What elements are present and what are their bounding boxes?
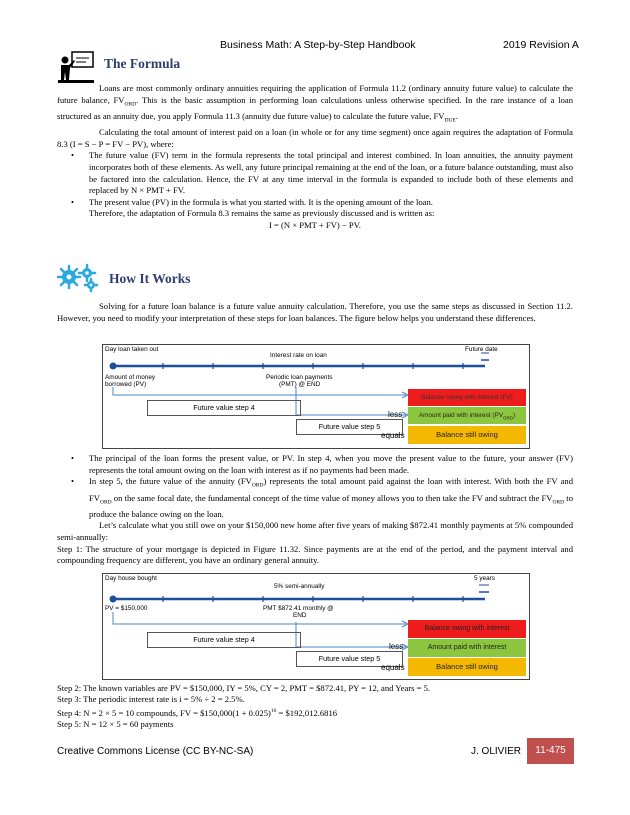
interest-rate-label: Interest rate on loan bbox=[270, 352, 327, 359]
step-4: Step 4: N = 2 × 5 = 10 compounds, FV = $150,000(1 + 0.025)$^{10}$ = $192,012.6816 bbox=[57, 707, 338, 718]
paragraph: Loans are most commonly ordinary annuities requiring the application of Formula 11.2 (ordinary annuity future value) to calculate the future balance, $FV_{ORD}$. This is the basic assumption in performing loan calculations unless otherwise specified. In the rare instance of a loan structured as an annuity due, you apply Formula 11.3 (annuity due future value) to calculate the future value, $FV_{DUE}$. bbox=[57, 83, 573, 124]
pmt-label: PMT $872.41 monthly @ bbox=[263, 605, 334, 612]
paragraph: Solving for a future loan balance is a future value annuity calculation. Therefore, you use the same steps as discussed in Section 11.2. However, you need to modify your interpretation of these steps for loan balances. The figure below helps you understand these differences. bbox=[57, 301, 573, 323]
timeline-end-label: 5 years bbox=[474, 575, 495, 582]
balance-owing-box: Balance owing with interest bbox=[408, 620, 526, 638]
bullet-item: • The principal of the loan forms the present value, or PV. In step 4, when you move the present value to the future, your answer (FV) represents the total amount owing on the loan with interest as if no payments had been made. bbox=[57, 453, 573, 476]
step4-label: Future value step 4 bbox=[147, 400, 301, 416]
amount-paid-box: Amount paid with interest bbox=[408, 639, 526, 657]
balance-still-owing-box: Balance still owing bbox=[408, 426, 526, 444]
section-heading-how-it-works: How It Works bbox=[109, 271, 191, 286]
loan-timeline-figure bbox=[102, 344, 530, 449]
paragraph: Calculating the total amount of interest paid on a loan (in whole or for any time segment) once again requires the adaptation of Formula 8.3 (I = S − P = FV − PV), where: bbox=[57, 127, 573, 149]
pmt-label: END bbox=[293, 612, 307, 619]
bullet-item: • The present value (PV) in the formula is what you started with. It is the opening amount of the loan. bbox=[57, 197, 573, 209]
pv-label: Amount of money bbox=[105, 374, 156, 381]
paragraph: Therefore, the adaptation of Formula 8.3 remains the same as previously discussed and is written as: bbox=[89, 208, 435, 219]
pmt-label: (PMT) @ END bbox=[279, 381, 321, 388]
header-title: Business Math: A Step-by-Step Handbook bbox=[220, 39, 416, 51]
header-revision: 2019 Revision A bbox=[503, 39, 579, 51]
timeline-start-label: Day house bought bbox=[105, 575, 157, 582]
step-1: Step 1: The structure of your mortgage is depicted in Figure 11.32. Since payments are at the end of the period, and the payment interval and compounding frequency are different, you have an ordinary general annuity. bbox=[57, 543, 573, 566]
pv-label: PV = $150,000 bbox=[105, 605, 148, 612]
step-5: Step 5: N = 12 × 5 = 60 payments bbox=[57, 718, 174, 729]
teacher-icon bbox=[57, 50, 95, 84]
equals-label: equals bbox=[381, 663, 405, 672]
step4-label: Future value step 4 bbox=[147, 632, 301, 648]
step5-label: Future value step 5 bbox=[296, 651, 403, 667]
bullet-item: • The future value (FV) term in the formula represents the total principal and interest combined. In loan annuities, the annuity payment incorporates both of these elements. As well, any future principal remaining at the end of the loan, or a future balance outstanding, must also be factored into the calculation. Hence, the FV at any time interval in the formula is expanded to include both of these elements and replaced by N × PMT + FV. bbox=[57, 150, 573, 196]
how-bullets bbox=[57, 453, 573, 567]
equals-label: equals bbox=[381, 431, 405, 440]
timeline-end-label: Future date bbox=[465, 346, 498, 353]
steps-list bbox=[57, 683, 573, 730]
bullet-item: • In step 5, the future value of the annuity $(FV_{ORD})$ represents the total amount paid against the loan with interest. With both the FV and $FV_{ORD}$ on the same focal date, the fundamental concept of the time value of money allows you to then take the FV and subtract the $FV_{ORD}$ to produce the balance owing on the loan. bbox=[57, 476, 573, 520]
formula-equation: I = (N × PMT + FV) − PV. bbox=[269, 219, 361, 230]
less-label: less bbox=[388, 410, 403, 419]
paragraph: Let’s calculate what you still owe on your $150,000 new home after five years of making $872.41 monthly payments at 5% compounded semi-annually: bbox=[57, 520, 573, 542]
mortgage-timeline-figure bbox=[102, 573, 530, 680]
balance-still-owing-box: Balance still owing bbox=[408, 658, 526, 676]
timeline-start-label: Day loan taken out bbox=[105, 346, 159, 353]
footer-license: Creative Commons License (CC BY-NC-SA) bbox=[57, 746, 254, 757]
balance-owing-box: Balance owing with interest (FV) bbox=[408, 389, 526, 406]
step5-label: Future value step 5 bbox=[296, 419, 403, 435]
footer-author: J. OLIVIER bbox=[471, 746, 522, 757]
amount-paid-box: Amount paid with interest $(PV_{ORD})$ bbox=[408, 407, 526, 424]
step-3: Step 3: The periodic interest rate is i = 5% ÷ 2 = 2.5%. bbox=[57, 694, 245, 705]
formula-text bbox=[57, 83, 573, 232]
less-label: less bbox=[389, 642, 404, 651]
interest-rate-label: 5% semi-annually bbox=[274, 583, 325, 590]
pv-label: borrowed (PV) bbox=[105, 381, 147, 388]
gears-icon bbox=[57, 263, 101, 293]
step-2: Step 2: The known variables are PV = $150,000, IY = 5%, CY = 2, PMT = $872.41, PY = 12, and Years = 5. bbox=[57, 683, 431, 693]
page-number-badge: 11-475 bbox=[527, 738, 574, 764]
pmt-label: Periodic loan payments bbox=[266, 374, 333, 381]
section-heading-formula: The Formula bbox=[104, 56, 181, 71]
